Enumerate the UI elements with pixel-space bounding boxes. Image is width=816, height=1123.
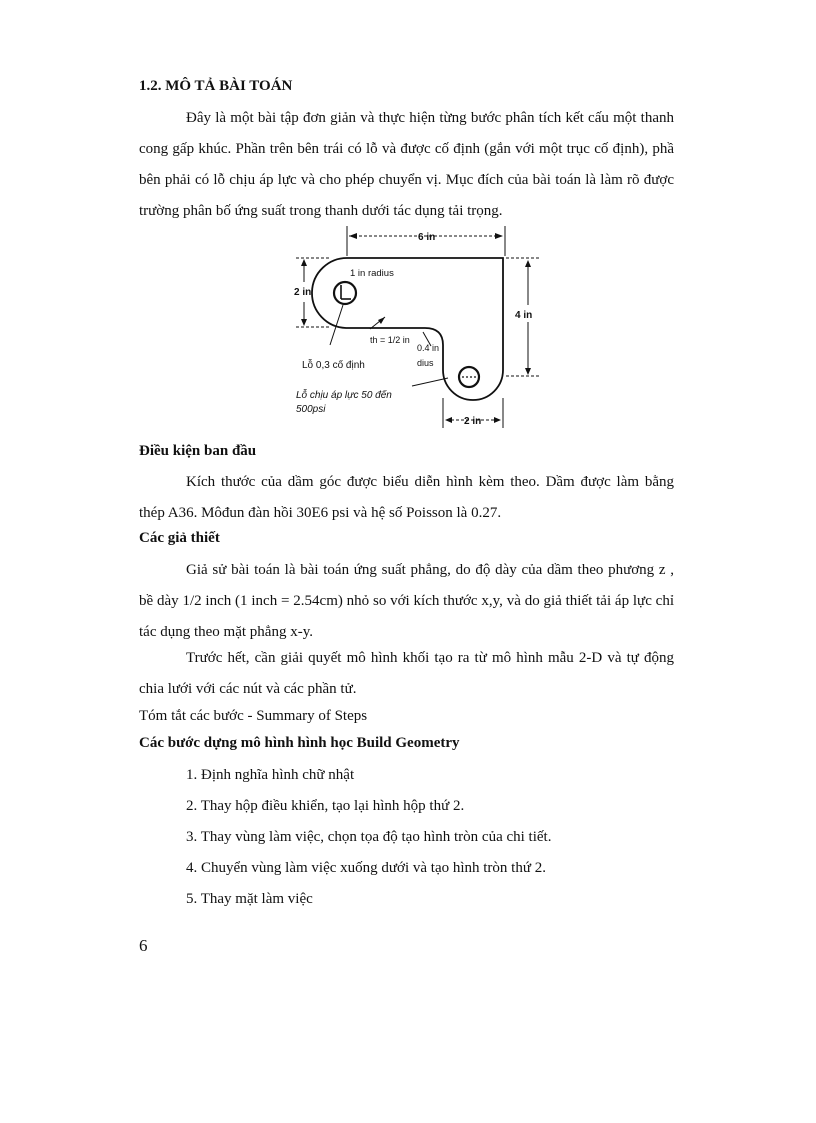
dim-bottom-label: 2 in: [464, 416, 482, 427]
fixed-hole: [334, 282, 356, 304]
intro-paragraph: Đây là một bài tập đơn giản và thực hiện từng bước phân tích kết cấu một thanh cong gấp khúc. Phần trên bên trái có lỗ và được cố định (gắn với một trục cố định), phầ bên phải có lỗ chịu áp lực và cho phép chuyển vị. Mục đích của bài toán là làm rõ được trường phân bố ứng suất trong thanh dưới tác dụng tải trọng.: [139, 110, 674, 219]
initial-conditions-text: Kích thước của dầm góc được biểu diễn hình kèm theo. Dầm được làm bằng thép A36. Môđun đàn hồi 30E6 psi và hệ số Poisson là 0.27.: [139, 474, 674, 521]
beam-outline: [312, 258, 503, 400]
small-radius-label-2: dius: [417, 358, 434, 368]
dim-right-label: 4 in: [515, 310, 533, 321]
build-step-5: 5. Thay mặt làm việc: [186, 891, 313, 907]
assumptions-text-2: Trước hết, cần giải quyết mô hình khối tạo ra từ mô hình mẫu 2-D và tự động chia lưới với các nút và các phần tử.: [139, 650, 674, 697]
assumptions-text-1: Giả sử bài toán là bài toán ứng suất phẳng, do độ dày của dầm theo phương z , bề dày 1/2 inch (1 inch = 2.54cm) nhỏ so với kích thước x,y, và do giả thiết tải áp lực chỉ tác dụng theo mặt phẳng x-y.: [139, 562, 674, 640]
assumptions-heading: Các giả thiết: [139, 530, 220, 546]
build-step-2: 2. Thay hộp điều khiển, tạo lại hình hộp thứ 2.: [186, 798, 465, 814]
build-step-3: 3. Thay vùng làm việc, chọn tọa độ tạo hình tròn của chi tiết.: [186, 829, 552, 845]
build-geometry-heading: Các bước dựng mô hình hình học Build Geometry: [139, 735, 460, 751]
build-step-4: 4. Chuyển vùng làm việc xuống dưới và tạo hình tròn thứ 2.: [186, 860, 546, 876]
radius-label: 1 in radius: [350, 268, 394, 279]
build-step-1: 1. Định nghĩa hình chữ nhật: [186, 767, 355, 783]
dim-left-label: 2 in: [294, 287, 312, 298]
initial-conditions-heading: Điều kiện ban đầu: [139, 443, 257, 459]
page-number: 6: [139, 936, 148, 955]
small-radius-label-1: 0.4 in: [417, 343, 440, 353]
beam-figure: [288, 224, 540, 434]
pressure-hole-label-1: Lỗ chịu áp lực 50 đến: [296, 390, 392, 401]
summary-line: Tóm tắt các bước - Summary of Steps: [139, 708, 368, 724]
fixed-hole-label: Lỗ 0,3 cố định: [302, 360, 365, 371]
thickness-label: th = 1/2 in: [370, 335, 410, 345]
dim-top-label: 6 in: [418, 232, 436, 243]
section-title: 1.2. MÔ TẢ BÀI TOÁN: [139, 78, 293, 94]
pressure-hole-label-2: 500psi: [296, 404, 326, 415]
